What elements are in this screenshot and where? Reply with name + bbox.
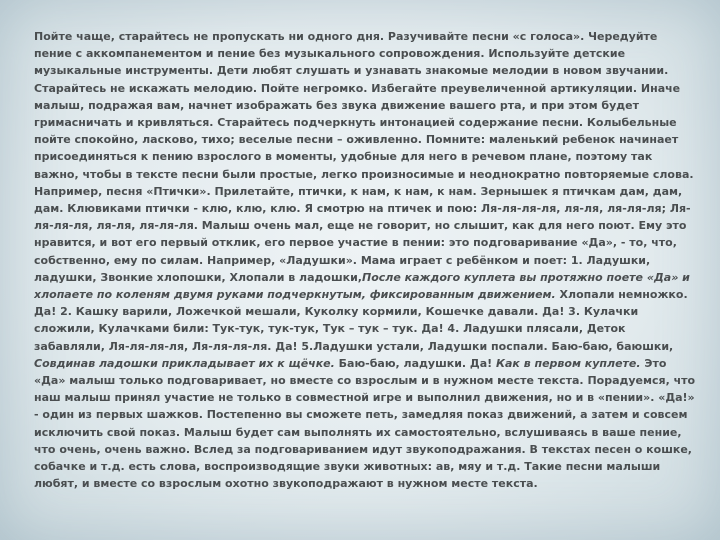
instruction-segment-1: После каждого куплета вы протяжно поете «Да» и хлопаете по коленям двумя руками подчеркнутым, фиксированным движением. — [34, 270, 690, 302]
paragraph-segment-2: Хлопали немножко. Да! 2. Кашку варили, Ложечкой мешали, Куколку кормили, Кошечке давали. Да! 3. Кулачки сложили, Кулачками били: Тук-тук, тук-тук, Тук – тук – тук. Да! 4. Ладушки плясали, Деток забавляли, Ля-ля-ля-ля, Ля-ля-ля-ля. Да! 5.Ладушки устали, Ладушки поспали. Баю-баю, баюшки, — [34, 288, 688, 353]
paragraph-segment-1: Пойте чаще, старайтесь не пропускать ни одного дня. Разучивайте песни «с голоса». Чередуйте пение с аккомпанементом и пение без музыкального сопровождения. Используйте детские музыкальные инструменты. Дети любят слушать и узнавать знакомые мелодии в новом звучании. Старайтесь не искажать мелодию. Пойте негромко. Избегайте преувеличенной артикуляции. Иначе малыш, подражая вам, начнет изображать без звука движение вашего рта, и при этом будет гримасничать и кривляться. Старайтесь подчеркнуть интонацией содержание песни. Колыбельные пойте спокойно, ласково, тихо; веселые песни – оживленно. Помните: маленький ребенок начинает присоединяться к пению взрослого в моменты, удобные для него в речевом плане, поэтому так важно, чтобы в тексте песни были простые, легко произносимые и неоднократно повторяемые слова. Например, песня «Птички». Прилетайте, птички, к нам, к нам, к нам. Зернышек я птичкам дам, дам, дам. Клювиками птички - клю, клю, клю. Я смотрю на птичек и пою: Ля-ля-ля-ля, ля-ля, ля-ля-ля; Ля-ля-ля-ля, ля-ля, ля-ля-ля. Малыш очень мал, еще не говорит, но слышит, как для него поют. Ему это нравится, и вот его первый отклик, его первое участие в пении: это подговаривание «Да», - то, что, собственно, ему по силам. Например, «Ладушки». Мама играет с ребёнком и поет: 1. Ладушки, ладушки, Звонкие хлопошки, Хлопали в ладошки, — [34, 30, 694, 284]
body-text — [34, 28, 698, 518]
paragraph-segment-3: Баю-баю, ладушки. Да! — [334, 356, 493, 370]
instruction-segment-2: Совдинав ладошки прикладывает их к щёчке. — [34, 356, 335, 370]
instruction-segment-3: Как в первом куплете. — [492, 356, 641, 370]
paragraph-segment-4: Это «Да» малыш только подговаривает, но вместе со взрослым и в нужном месте текста. Порадуемся, что наш малыш принял участие не только в совместной игре и выполнил движения, но и в «пении». «Да!» - один из первых шажков. Постепенно вы сможете петь, замедляя показ движений, а затем и совсем исключить свой показ. Малыш будет сам выполнять их самостоятельно, вслушиваясь в ваше пение, что очень, очень важно. Вслед за подговариванием идут звукоподражания. В текстах песен о кошке, собачке и т.д. есть слова, воспроизводящие звуки животных: ав, мяу и т.д. Такие песни малыши любят, и вместе со взрослым охотно звукоподражают в нужном месте текста. — [34, 356, 696, 491]
